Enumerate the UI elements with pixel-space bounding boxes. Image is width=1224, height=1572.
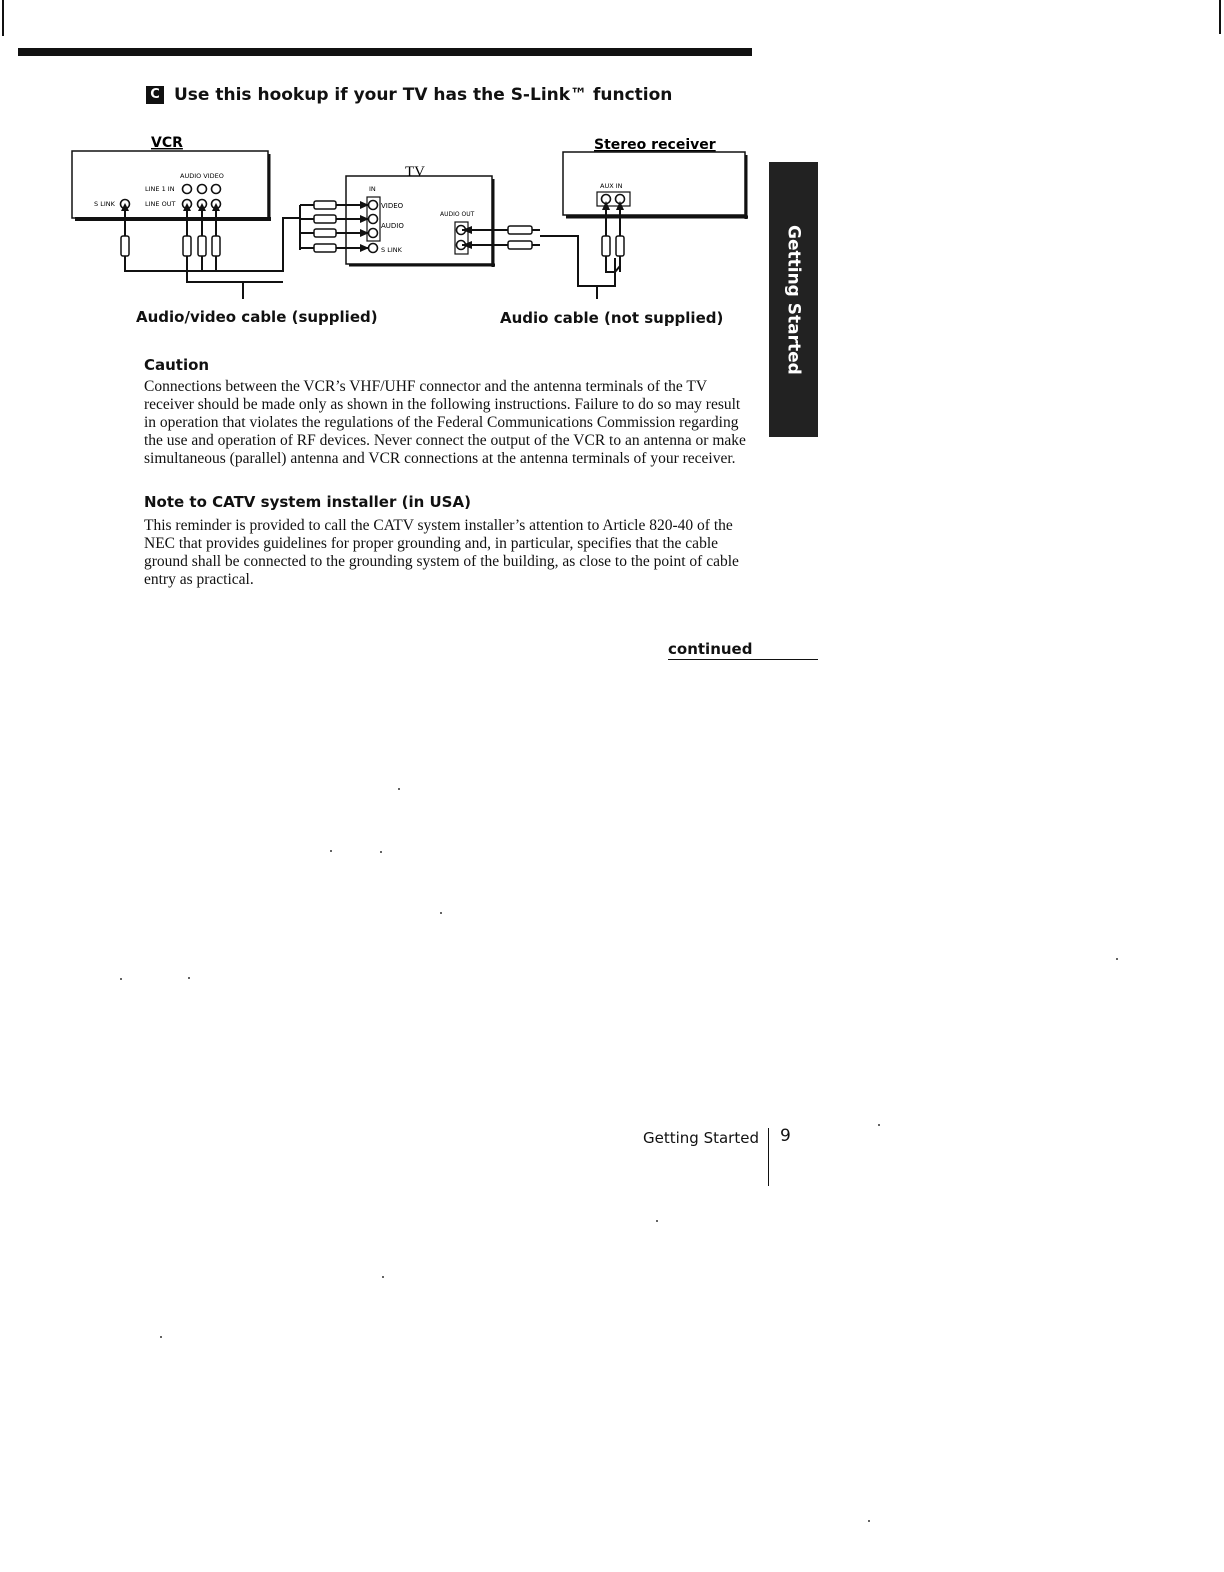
av-cable-label: Audio/video cable (supplied): [136, 308, 378, 326]
scan-speck: [160, 1336, 162, 1338]
scan-speck: [120, 978, 122, 980]
vcr-audio-video-label: AUDIO VIDEO: [180, 172, 224, 180]
tv-unit: [346, 164, 495, 267]
section-badge: C: [146, 86, 164, 104]
caution-heading: Caution: [144, 356, 210, 374]
catv-note-paragraph: This reminder is provided to call the CATV system installer’s attention to Article 820-40 of the NEC that provides guidelines for proper grounding and, in particular, specifies that the cable ground shall be connected to the grounding system of the building, as close to the point of cable entry as practical.: [144, 517, 739, 588]
continued-rule: [668, 659, 818, 660]
receiver-plugs: [602, 236, 624, 256]
continued-label: continued: [668, 640, 753, 658]
scan-speck: [878, 1124, 880, 1126]
scan-speck: [1116, 958, 1118, 960]
scan-speck: [330, 850, 332, 852]
receiver-title: Stereo receiver: [594, 137, 716, 153]
tv-s-link-label: S LINK: [381, 246, 402, 254]
vcr-title: VCR: [151, 135, 183, 151]
vcr-line-out-label: LINE OUT: [145, 200, 176, 208]
scan-speck: [656, 1220, 658, 1222]
tv-in-label: IN: [369, 185, 376, 193]
section-heading-text: Use this hookup if your TV has the S-Link™ function: [174, 85, 673, 105]
footer-divider: [768, 1128, 769, 1186]
tv-title: TV: [405, 164, 425, 180]
tv-audio-label: AUDIO: [381, 222, 404, 230]
scan-speck: [188, 977, 190, 979]
scan-speck: [398, 788, 400, 790]
vcr-unit: [72, 135, 271, 221]
section-side-tab: [769, 162, 818, 437]
hookup-diagram: [0, 0, 1224, 340]
audio-cable-label: Audio cable (not supplied): [500, 309, 724, 327]
caution-paragraph: Connections between the VCR’s VHF/UHF connector and the antenna terminals of the TV receiver should be made only as shown in the following instructions. Failure to do so may result in operation that violates the regulations of the Federal Communications Commission regarding the use and operation of RF devices. Never connect the output of the VCR to an antenna or make simultaneous (parallel) antenna and VCR connections at the antenna terminals of your receiver.: [144, 378, 746, 467]
scan-speck: [440, 912, 442, 914]
vcr-plugs: [121, 236, 220, 256]
tv-output-plugs: [508, 226, 532, 249]
tv-video-label: VIDEO: [381, 202, 404, 210]
receiver-aux-in-label: AUX IN: [600, 182, 623, 190]
stereo-receiver-unit: [563, 137, 748, 219]
side-tab-label: Getting Started: [783, 224, 804, 375]
scan-speck: [868, 1520, 870, 1522]
footer-section-name: Getting Started: [643, 1129, 759, 1147]
tv-audio-out-label: AUDIO OUT: [440, 211, 475, 218]
tv-input-plugs: [314, 201, 336, 252]
scan-speck: [382, 1276, 384, 1278]
catv-note-heading: Note to CATV system installer (in USA): [144, 493, 471, 511]
vcr-line1-in-label: LINE 1 IN: [145, 185, 175, 193]
scan-speck: [380, 851, 382, 853]
vcr-s-link-label: S LINK: [94, 200, 115, 208]
page-number: 9: [780, 1126, 791, 1146]
